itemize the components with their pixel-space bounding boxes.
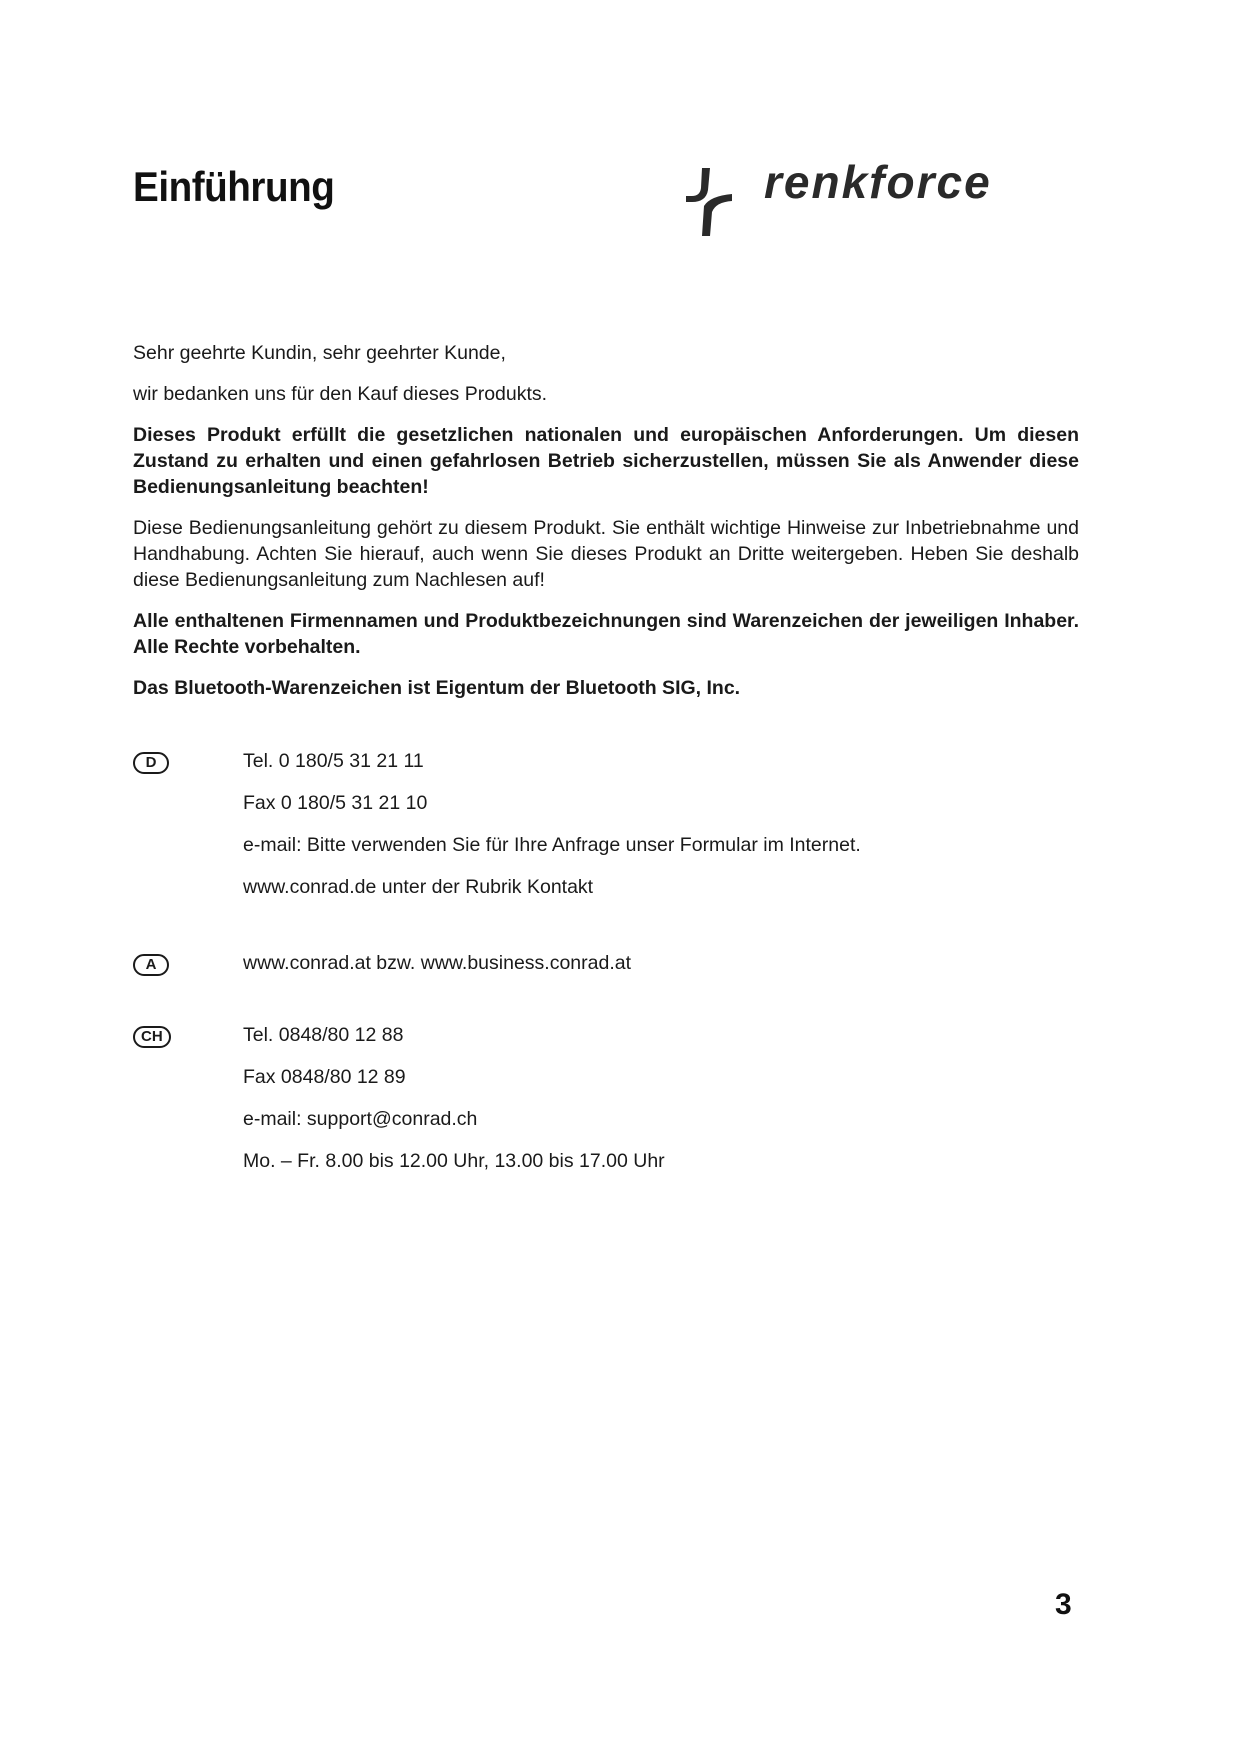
renkforce-logo bbox=[684, 160, 1084, 245]
phone-germany: Tel. 0 180/5 31 21 11 bbox=[243, 750, 424, 772]
manual-note: Diese Bedienungsanleitung gehört zu diesem Produkt. Sie enthält wichtige Hinweise zur Inbetriebnahme und Handhabung. Achten Sie hierauf, auch wenn Sie dieses Produkt an Dritte weitergeben. Heben Sie deshalb diese Bedienungsanleitung zum Nachlesen auf! bbox=[133, 517, 1079, 591]
country-badge-austria: A bbox=[133, 954, 169, 976]
phone-switzerland: Tel. 0848/80 12 88 bbox=[243, 1024, 404, 1046]
web-austria: www.conrad.at bzw. www.business.conrad.at bbox=[243, 952, 632, 974]
fax-switzerland: Fax 0848/80 12 89 bbox=[243, 1066, 406, 1088]
renkforce-logo-mark bbox=[686, 168, 732, 236]
page-number: 3 bbox=[1055, 1588, 1072, 1621]
hours-switzerland: Mo. – Fr. 8.00 bis 12.00 Uhr, 13.00 bis 17.00 Uhr bbox=[243, 1150, 665, 1172]
thanks-text: wir bedanken uns für den Kauf dieses Produkts. bbox=[133, 383, 548, 405]
contact-lines-switzerland bbox=[243, 1022, 665, 1190]
country-badge-switzerland: CH bbox=[133, 1026, 171, 1048]
fax-germany: Fax 0 180/5 31 21 10 bbox=[243, 792, 428, 814]
bluetooth-notice: Das Bluetooth-Warenzeichen ist Eigentum der Bluetooth SIG, Inc. bbox=[133, 677, 741, 699]
contact-lines-germany bbox=[243, 748, 861, 916]
compliance-notice: Dieses Produkt erfüllt die gesetzlichen nationalen und europäischen Anforderungen. Um diesen Zustand zu erhalten und einen gefahrlosen Betrieb sicherzustellen, müssen Sie als Anwender diese Bedienungsanleitung beachten! bbox=[133, 424, 1079, 498]
email-switzerland: e-mail: support@conrad.ch bbox=[243, 1108, 478, 1130]
page-title: Einführung bbox=[133, 163, 335, 210]
email-germany: e-mail: Bitte verwenden Sie für Ihre Anfrage unser Formular im Internet. bbox=[243, 834, 861, 856]
contact-lines-austria bbox=[243, 950, 631, 992]
country-badge-germany: D bbox=[133, 752, 169, 774]
renkforce-logo-text: renkforce bbox=[764, 160, 992, 208]
intro-section bbox=[133, 340, 1079, 716]
trademark-notice: Alle enthaltenen Firmennamen und Produktbezeichnungen sind Warenzeichen der jeweiligen Inhaber. Alle Rechte vorbehalten. bbox=[133, 610, 1079, 658]
web-germany: www.conrad.de unter der Rubrik Kontakt bbox=[243, 876, 594, 898]
salutation: Sehr geehrte Kundin, sehr geehrter Kunde, bbox=[133, 342, 506, 364]
